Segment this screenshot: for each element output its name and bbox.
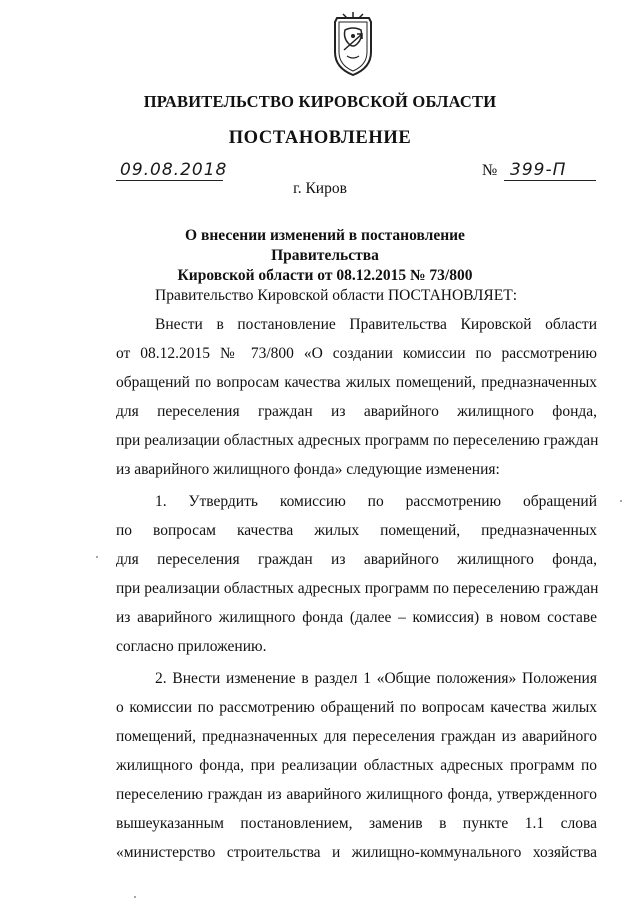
document-title xyxy=(150,226,500,286)
body-line: согласно приложению. xyxy=(116,638,267,655)
title-line: О внесении изменений в постановление Правительства xyxy=(185,227,465,264)
body-line: 2. Внести изменение в раздел 1 «Общие положения» Положения xyxy=(155,670,597,687)
body-line: переселению граждан из аварийного жилищного фонда, утвержденного xyxy=(116,786,597,803)
body-line: помещений, предназначенных для переселения граждан из аварийного xyxy=(116,728,597,745)
body-line: Внести в постановление Правительства Кировской области xyxy=(155,316,597,333)
handwritten-date: 09.08.2018 xyxy=(120,160,228,180)
scan-speck xyxy=(134,896,136,898)
body-line: Правительство Кировской области ПОСТАНОВЛЯЕТ: xyxy=(155,287,518,304)
body-line: от 08.12.2015 № 73/800 «О создании комиссии по рассмотрению xyxy=(116,345,597,362)
scan-speck xyxy=(620,500,622,502)
document-type-heading: ПОСТАНОВЛЕНИЕ xyxy=(228,128,412,148)
body-line: из аварийного жилищного фонда» следующие изменения: xyxy=(116,461,500,478)
body-line: по вопросам качества жилых помещений, предназначенных xyxy=(116,522,597,539)
body-line: 1. Утвердить комиссию по рассмотрению обращений xyxy=(155,493,597,510)
body-line: для переселения граждан из аварийного жилищного фонда, xyxy=(116,551,597,568)
organization-heading: ПРАВИТЕЛЬСТВО КИРОВСКОЙ ОБЛАСТИ xyxy=(143,92,497,111)
body-line: обращений по вопросам качества жилых помещений, предназначенных xyxy=(116,374,597,391)
body-line: о комиссии по рассмотрению обращений по вопросам качества жилых xyxy=(116,699,597,716)
city-label: г. Киров xyxy=(293,180,347,197)
body-line: для переселения граждан из аварийного жилищного фонда, xyxy=(116,403,597,420)
handwritten-number: 399-П xyxy=(510,160,567,180)
coat-of-arms-emblem xyxy=(327,12,379,78)
title-line: Кировской области от 08.12.2015 № 73/800 xyxy=(177,267,473,284)
body-line: при реализации областных адресных программ по переселению граждан xyxy=(116,580,599,597)
body-line: при реализации областных адресных программ по переселению граждан xyxy=(116,432,599,449)
scan-speck xyxy=(96,556,98,558)
body-line: вышеуказанным постановлением, заменив в пункте 1.1 слова xyxy=(116,815,597,832)
body-line: из аварийного жилищного фонда (далее – комиссия) в новом составе xyxy=(116,609,597,626)
body-line: «министерство строительства и жилищно-коммунального хозяйства xyxy=(116,844,597,861)
body-line: жилищного фонда, при реализации областных адресных программ по xyxy=(116,757,597,774)
number-sign: № xyxy=(482,162,498,179)
